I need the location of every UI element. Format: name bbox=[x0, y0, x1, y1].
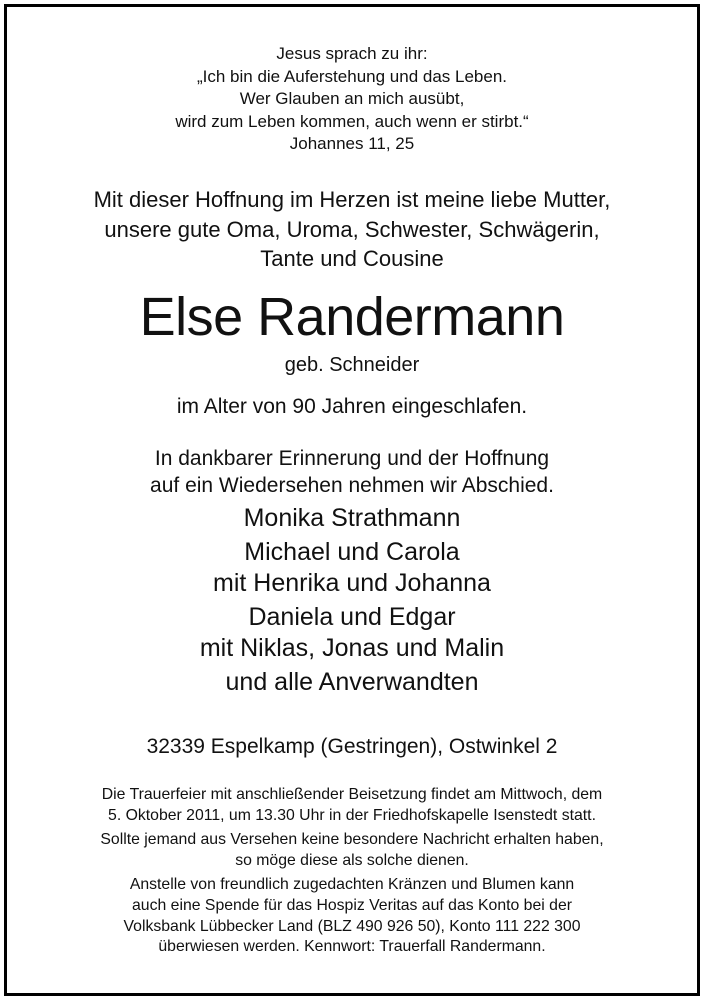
birth-name: geb. Schneider bbox=[284, 354, 420, 376]
family-member: Monika Strathmann bbox=[243, 504, 461, 532]
notes bbox=[7, 785, 697, 958]
notice-line: Sollte jemand aus Versehen keine besondere Nachricht erhalten haben, bbox=[100, 831, 604, 849]
family-member: Michael und Carola bbox=[244, 537, 460, 566]
funeral-info bbox=[7, 785, 697, 826]
donation-line: Anstelle von freundlich zugedachten Kränzen und Blumen kann bbox=[129, 876, 575, 894]
intro-line: Tante und Cousine bbox=[260, 246, 444, 271]
quote-line: Jesus sprach zu ihr: bbox=[276, 44, 428, 63]
intro-text bbox=[7, 185, 697, 274]
intro-line: unsere gute Oma, Uroma, Schwester, Schwägerin, bbox=[104, 216, 600, 242]
age-line: im Alter von 90 Jahren eingeschlafen. bbox=[176, 395, 528, 418]
deceased-name: Else Randermann bbox=[139, 287, 565, 347]
family-list bbox=[7, 503, 697, 698]
quote-reference: Johannes 11, 25 bbox=[289, 134, 415, 153]
address: 32339 Espelkamp (Gestringen), Ostwinkel 2 bbox=[146, 735, 558, 758]
notice-line: so möge diese als solche dienen. bbox=[235, 851, 469, 869]
obituary-frame bbox=[4, 4, 700, 996]
remembrance-text bbox=[7, 445, 697, 499]
remembrance-line: In dankbarer Erinnerung und der Hoffnung bbox=[154, 447, 550, 470]
funeral-line: 5. Oktober 2011, um 13.30 Uhr in der Friedhofskapelle Isenstedt statt. bbox=[108, 806, 596, 824]
quote-line: „Ich bin die Auferstehung und das Leben. bbox=[196, 66, 507, 86]
family-member: mit Henrika und Johanna bbox=[213, 569, 491, 597]
donation-line: auch eine Spende für das Hospiz Veritas auf das Konto bei der bbox=[132, 896, 572, 914]
quote-line: Wer Glauben an mich ausübt, bbox=[239, 89, 465, 108]
donation-info bbox=[7, 875, 697, 957]
quote-line: wird zum Leben kommen, auch wenn er stirbt.“ bbox=[175, 111, 529, 131]
remembrance-line: auf ein Wiedersehen nehmen wir Abschied. bbox=[150, 474, 554, 497]
intro-line: Mit dieser Hoffnung im Herzen ist meine liebe Mutter, bbox=[93, 187, 611, 212]
donation-line: Volksbank Lübbecker Land (BLZ 490 926 50), Konto 111 222 300 bbox=[123, 917, 581, 935]
bible-quote bbox=[7, 43, 697, 156]
family-member: mit Niklas, Jonas und Malin bbox=[199, 634, 505, 662]
funeral-line: Die Trauerfeier mit anschließender Beisetzung findet am Mittwoch, dem bbox=[101, 786, 603, 803]
donation-line: überwiesen werden. Kennwort: Trauerfall Randermann. bbox=[158, 938, 546, 956]
notice-info bbox=[7, 830, 697, 871]
family-member: und alle Anverwandten bbox=[225, 667, 479, 696]
family-member: Daniela und Edgar bbox=[248, 602, 456, 631]
